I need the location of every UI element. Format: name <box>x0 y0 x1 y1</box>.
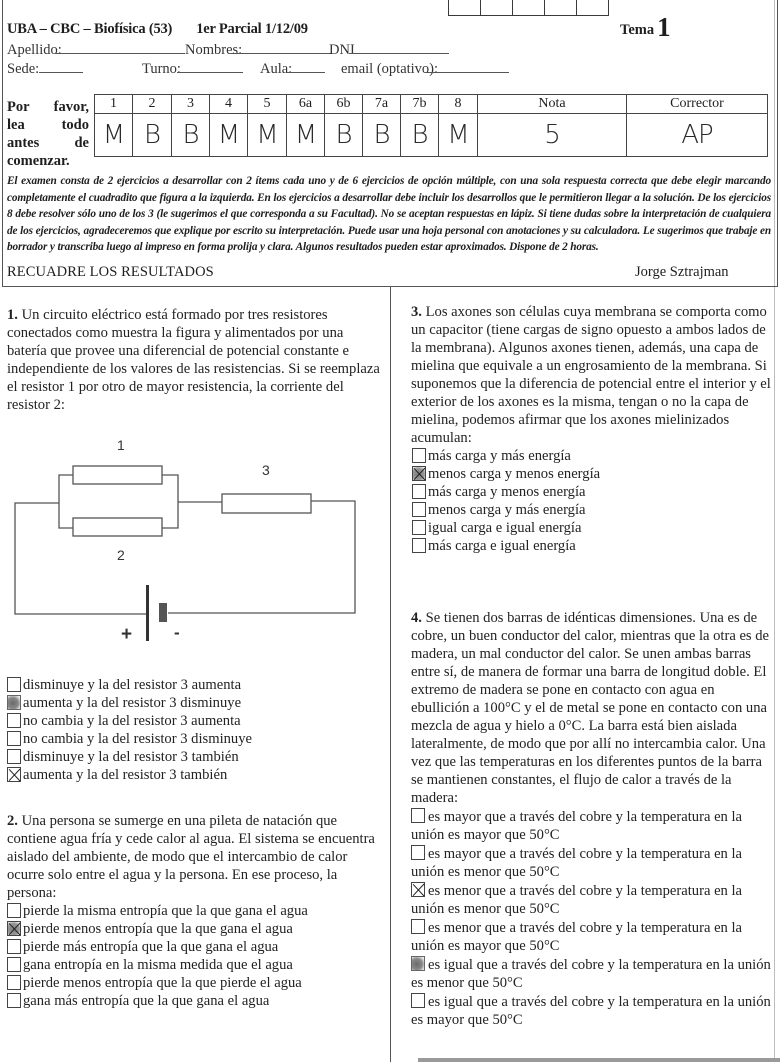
option-text: más carga y más energía <box>428 448 571 464</box>
apellido-field[interactable] <box>55 42 185 59</box>
grade-value: B <box>325 114 363 157</box>
exam-name: 1er Parcial 1/12/09 <box>196 21 308 37</box>
option-text: pierde menos entropía que la que gana el agua <box>23 921 293 937</box>
answer-option[interactable] <box>411 918 775 955</box>
option-text: es igual que a través del cobre y la temperatura en la unión es menor que 50°C <box>411 957 771 991</box>
answer-option[interactable] <box>7 730 382 748</box>
grade-col-header: 7b <box>401 95 439 114</box>
checkbox-empty[interactable] <box>412 502 426 517</box>
grade-value: B <box>363 114 401 157</box>
checkbox-empty[interactable] <box>7 993 21 1008</box>
option-text: aumenta y la del resistor 3 disminuye <box>23 695 242 711</box>
checkbox-empty[interactable] <box>411 919 425 934</box>
option-text: gana más entropía que la que gana el agua <box>23 993 270 1009</box>
aula-label: Aula: <box>260 61 293 77</box>
grades-header-row <box>95 95 768 114</box>
grade-col-header: 3 <box>172 95 210 114</box>
option-text: menos carga y menos energía <box>428 466 601 482</box>
grade-col-header: 4 <box>210 95 248 114</box>
tema-label <box>620 12 671 43</box>
nombres-label: Nombres: <box>185 42 243 58</box>
checkbox-empty[interactable] <box>411 808 425 823</box>
checkbox-x-marked[interactable] <box>7 921 21 936</box>
answer-option[interactable] <box>7 694 382 712</box>
checkbox-empty[interactable] <box>411 993 425 1008</box>
checkbox-x-marked[interactable] <box>412 466 426 481</box>
grade-col-header: 2 <box>133 95 172 114</box>
tema-number: 1 <box>657 12 671 42</box>
option-text: pierde la misma entropía que la que gana el agua <box>23 903 308 919</box>
option-text: es mayor que a través del cobre y la temperatura en la unión es mayor que 50°C <box>411 809 743 843</box>
battery-minus-label: - <box>174 623 180 642</box>
turno-label: Turno: <box>142 61 181 77</box>
question-number: 3. <box>411 304 422 320</box>
please-line: lea todo <box>7 117 89 133</box>
answer-option[interactable] <box>411 844 775 881</box>
please-line: comenzar. <box>7 153 70 169</box>
answer-option[interactable] <box>7 748 382 766</box>
checkbox-empty[interactable] <box>7 677 21 692</box>
checkbox-empty[interactable] <box>412 448 426 463</box>
answer-option[interactable] <box>411 881 775 918</box>
dni-field[interactable] <box>349 42 449 59</box>
checkbox-empty[interactable] <box>7 903 21 918</box>
grades-value-row <box>95 114 768 157</box>
nombres-field[interactable] <box>231 42 331 59</box>
checkbox-x-marked[interactable] <box>7 767 21 782</box>
answer-option[interactable] <box>7 902 382 920</box>
dni-label: DNI <box>329 42 355 58</box>
checkbox-empty[interactable] <box>412 520 426 535</box>
option-text: disminuye y la del resistor 3 aumenta <box>23 677 242 693</box>
checkbox-empty[interactable] <box>7 713 21 728</box>
answer-option[interactable] <box>7 766 382 784</box>
checkbox-empty[interactable] <box>7 957 21 972</box>
question-2 <box>7 812 382 1010</box>
student-fields-row-2 <box>7 61 767 79</box>
question-stem <box>411 303 775 447</box>
option-text: pierde más entropía que la que gana el agua <box>23 939 279 955</box>
please-line: Por favor, <box>7 99 89 115</box>
answer-option[interactable] <box>7 992 382 1010</box>
checkbox-empty[interactable] <box>412 538 426 553</box>
answer-option[interactable] <box>7 676 382 694</box>
sede-label: Sede: <box>7 61 40 77</box>
grade-col-header: 5 <box>248 95 287 114</box>
grade-value: M <box>210 114 248 157</box>
final-grade: 5 <box>478 114 627 157</box>
answer-option[interactable] <box>7 920 382 938</box>
option-text: menos carga y más energía <box>428 502 586 518</box>
answer-option[interactable] <box>7 956 382 974</box>
question-stem <box>411 609 775 807</box>
please-line: antes de <box>7 135 89 151</box>
grade-col-header: 7a <box>363 95 401 114</box>
aula-field[interactable] <box>287 61 325 78</box>
resistor-3-label: 3 <box>262 462 270 478</box>
author-signature: Jorge Sztrajman <box>635 264 729 280</box>
grade-value: M <box>287 114 325 157</box>
checkbox-empty[interactable] <box>7 731 21 746</box>
apellido-label: Apellido: <box>7 42 62 58</box>
option-text: es igual que a través del cobre y la temperatura en la unión es mayor que 50°C <box>411 994 771 1028</box>
option-text: pierde menos entropía que la que pierde el agua <box>23 975 302 991</box>
grade-col-header: 6b <box>325 95 363 114</box>
student-fields-row-1 <box>7 42 767 60</box>
question-number: 2. <box>7 813 18 829</box>
page-bottom-edge <box>418 1058 780 1062</box>
grade-value: M <box>439 114 478 157</box>
answer-option[interactable] <box>7 974 382 992</box>
question-stem <box>7 306 382 414</box>
institution-title: UBA – CBC – Biofísica (53) <box>7 21 173 37</box>
answer-option[interactable] <box>412 465 775 483</box>
checkbox-empty[interactable] <box>7 939 21 954</box>
answer-option[interactable] <box>411 955 775 992</box>
checkbox-x-marked[interactable] <box>411 882 425 897</box>
question-4 <box>411 609 775 1029</box>
question-text: Los axones son células cuya membrana se comporta como un capacitor (tiene cargas de signo opuesto a ambos lados de la membrana). Algunos axones tienen, además, una capa de mielina que equivale a un engrosamiento de la membrana. Si suponemos que la diferencia de potencial entre el interior y el exterior de los axones es la misma, tengan o no la capa de mielina, podemos afirmar que los axones mielinizados acumulan: <box>411 304 771 446</box>
checkbox-empty[interactable] <box>7 975 21 990</box>
exam-title <box>7 21 308 38</box>
grade-value: B <box>172 114 210 157</box>
answer-option[interactable] <box>412 483 775 501</box>
grades-table <box>94 94 768 157</box>
option-text: es menor que a través del cobre y la temperatura en la unión es menor que 50°C <box>411 883 743 917</box>
question-number: 4. <box>411 610 422 626</box>
answer-option[interactable] <box>7 712 382 730</box>
recuadre-note: RECUADRE LOS RESULTADOS <box>7 264 214 280</box>
resistor-2 <box>73 518 162 536</box>
grade-col-header: 1 <box>95 95 133 114</box>
answer-option[interactable] <box>412 447 775 465</box>
checkbox-empty[interactable] <box>412 484 426 499</box>
option-text: aumenta y la del resistor 3 también <box>23 767 228 783</box>
question-1 <box>7 306 382 414</box>
grade-col-header: Corrector <box>627 95 768 114</box>
answer-option[interactable] <box>412 537 775 555</box>
resistor-2-label: 2 <box>117 547 125 563</box>
question-stem <box>7 812 382 902</box>
option-text: igual carga e igual energía <box>428 520 582 536</box>
grade-value: M <box>95 114 133 157</box>
please-read-note <box>7 98 89 170</box>
option-text: disminuye y la del resistor 3 también <box>23 749 239 765</box>
turno-field[interactable] <box>177 61 243 78</box>
email-label: email (optativo): <box>341 61 439 77</box>
option-text: no cambia y la del resistor 3 disminuye <box>23 731 252 747</box>
sede-field[interactable] <box>39 61 83 78</box>
answer-option[interactable] <box>411 807 775 844</box>
grade-value: B <box>133 114 172 157</box>
grade-col-header: 6a <box>287 95 325 114</box>
question-number: 1. <box>7 307 18 323</box>
question-text: Una persona se sumerge en una pileta de natación que contiene agua fría y cede calor al agua. El sistema se encuentra aislado del ambiente, de modo que el intercambio de calor ocurre solo entre el agua y la persona. En ese proceso, la persona: <box>7 813 375 901</box>
resistor-1-label: 1 <box>117 437 125 453</box>
option-text: más carga y menos energía <box>428 484 586 500</box>
tema-text: Tema <box>620 22 655 38</box>
question-text: Se tienen dos barras de idénticas dimensiones. Una es de cobre, un buen conductor del calor, mientras que la otra es de madera, un mal conductor del calor. Se unen ambas barras entre sí, de manera de formar una barra de longitud doble. El extremo de madera se pone en contacto con agua en ebullición a 100°C y el de metal se pone en contacto con una mezcla de agua y hielo a 0°C. La barra está bien aislada lateralmente, de modo que por allí no intercambia calor. Una vez que las temperaturas en los diferentes puntos de la barra se mantienen constantes, el flujo de calor a través de la madera: <box>411 610 770 806</box>
grade-value: B <box>401 114 439 157</box>
column-divider <box>390 287 391 1062</box>
grade-col-header: 8 <box>439 95 478 114</box>
battery-plus-label: + <box>121 624 133 645</box>
option-text: gana entropía en la misma medida que el agua <box>23 957 293 973</box>
grade-col-header: Nota <box>478 95 627 114</box>
answer-option[interactable] <box>412 519 775 537</box>
option-text: es menor que a través del cobre y la temperatura en la unión es mayor que 50°C <box>411 920 743 954</box>
answer-option[interactable] <box>412 501 775 519</box>
email-field[interactable] <box>425 61 509 78</box>
corrector-initials: AP <box>627 114 768 157</box>
grade-value: M <box>248 114 287 157</box>
resistor-1 <box>73 466 162 484</box>
circuit-diagram <box>0 420 390 650</box>
resistor-3 <box>222 494 311 513</box>
question-3 <box>411 303 775 555</box>
option-text: no cambia y la del resistor 3 aumenta <box>23 713 241 729</box>
checkbox-empty[interactable] <box>411 845 425 860</box>
answer-option[interactable] <box>7 938 382 956</box>
checkbox-smudged[interactable] <box>7 695 21 710</box>
answer-option[interactable] <box>411 992 775 1029</box>
question-1-options <box>7 676 382 784</box>
exam-instructions: El examen consta de 2 ejercicios a desarrollar con 2 ítems cada uno y de 6 ejercicios de opción múltiple, con una sola respuesta correcta que debe elegir marcando completamente el cuadradito que figura a la izquierda. En los ejercicios a desarrollar debe incluir los desarrollos que le permitieron llegar a la solución. De los ejercicios 8 debe resolver sólo uno de los 3 (le sugerimos el que corresponda a su Facultad). No se aceptan respuestas en lápiz. Si tiene dudas sobre la interpretación de cualquiera de los ejercicios, agradeceremos que explique por escrito su interpretación. Puede usar una hoja personal con anotaciones y su calculadora. Le sugerimos que trabaje en borrador y transcriba luego al impreso en forma prolija y clara. Algunos resultados pueden estar aproximados. Dispone de 2 horas. <box>7 175 771 254</box>
option-text: más carga e igual energía <box>428 538 576 554</box>
option-text: es mayor que a través del cobre y la temperatura en la unión es menor que 50°C <box>411 846 743 880</box>
question-text: Un circuito eléctrico está formado por tres resistores conectados como muestra la figura y alimentados por una batería que provee una diferencial de potencial constante e independiente de los valores de las resistencias. Si se reemplaza el resistor 1 por otro de mayor resistencia, la corriente del resistor 2: <box>7 307 380 413</box>
checkbox-empty[interactable] <box>7 749 21 764</box>
checkbox-smudged[interactable] <box>411 956 425 971</box>
